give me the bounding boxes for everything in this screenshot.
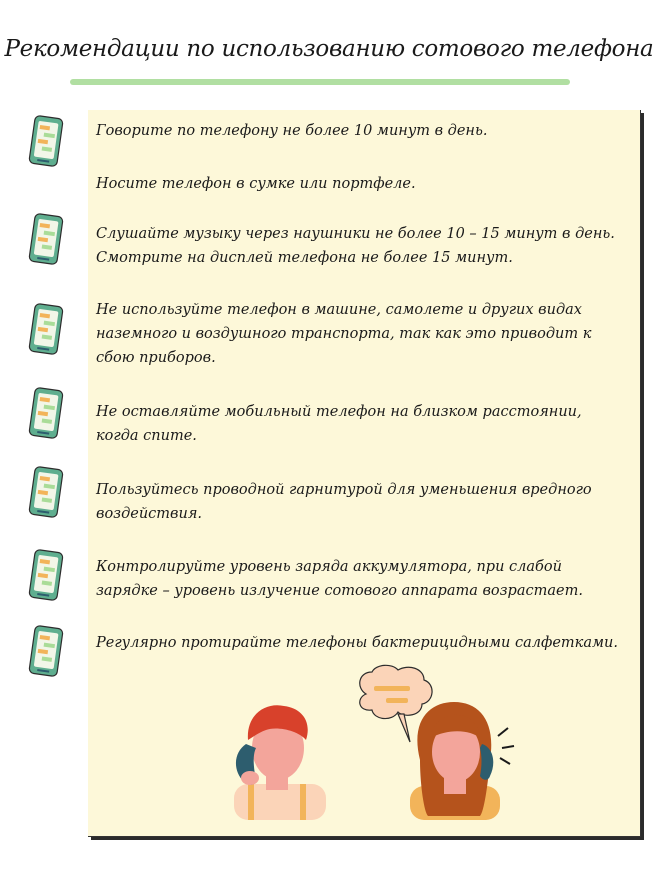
title-underline	[70, 79, 570, 85]
page-title: Рекомендации по использованию сотового телефона	[4, 36, 654, 62]
phone-chat-icon	[26, 114, 66, 168]
phone-chat-icon	[26, 465, 66, 519]
girl-on-phone-illustration	[400, 700, 518, 820]
boy-on-phone-illustration	[226, 700, 328, 820]
recommendation-item-6: Пользуйтесь проводной гарнитурой для уменьшения вредного воздействия.	[96, 482, 592, 522]
recommendation-item-7: Контролируйте уровень заряда аккумулятора, при слабой зарядке – уровень излучение сотового аппарата возрастает.	[96, 559, 583, 599]
recommendation-item-5: Не оставляйте мобильный телефон на близком расстоянии, когда спите.	[96, 404, 582, 444]
recommendation-item-3: Слушайте музыку через наушники не более 10 – 15 минут в день. Смотрите на дисплей телефона не более 15 минут.	[96, 226, 615, 266]
phone-chat-icon	[26, 212, 66, 266]
recommendation-item-1: Говорите по телефону не более 10 минут в день.	[96, 123, 488, 139]
phone-chat-icon	[26, 386, 66, 440]
recommendation-item-4: Не используйте телефон в машине, самолете и других видах наземного и воздушного транспорта, так как это приводит к сбою приборов.	[96, 302, 592, 366]
phone-chat-icon	[26, 624, 66, 678]
recommendation-item-2: Носите телефон в сумке или портфеле.	[96, 176, 416, 192]
recommendation-item-8: Регулярно протирайте телефоны бактерицидными салфетками.	[96, 635, 618, 651]
phone-chat-icon	[26, 548, 66, 602]
phone-chat-icon	[26, 302, 66, 356]
